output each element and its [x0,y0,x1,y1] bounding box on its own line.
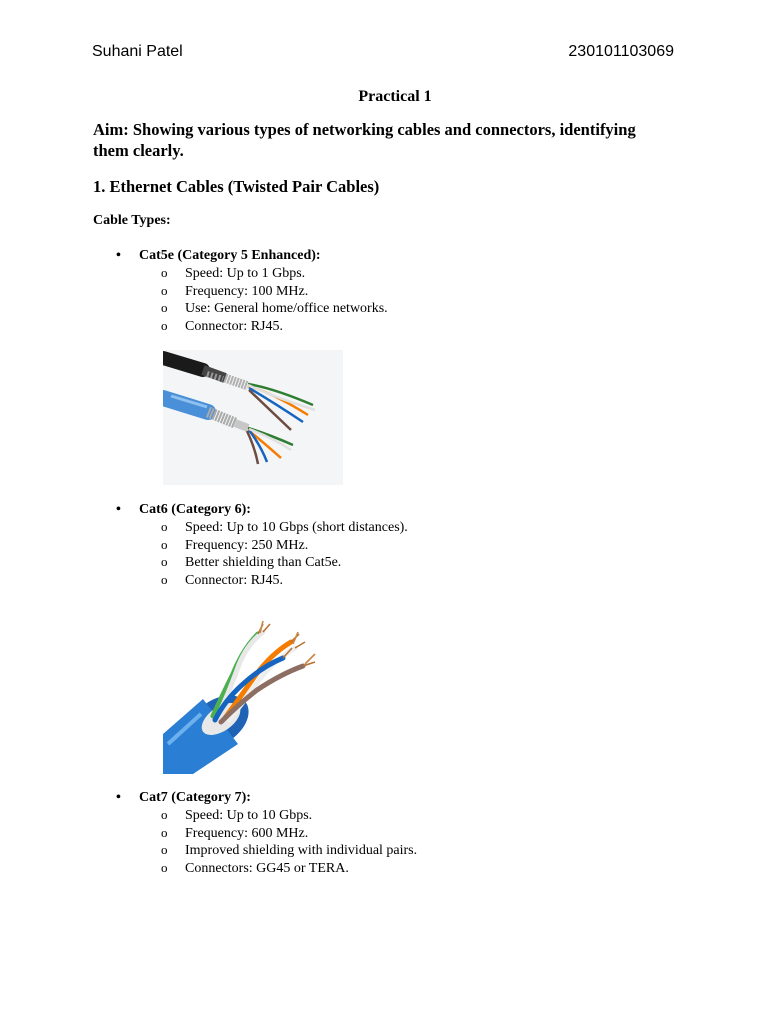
bullet-icon: • [116,248,121,263]
property-text: Frequency: 600 MHz. [185,825,309,841]
list-item [116,807,417,825]
cable-name: Cat7 (Category 7): [139,790,251,805]
sub-bullet-icon: o [161,282,168,298]
cat6-cable-photo [163,604,341,774]
cable-item-cat7 [116,790,417,877]
property-text: Frequency: 100 MHz. [185,283,309,299]
property-text: Speed: Up to 10 Gbps. [185,808,313,823]
list-item [116,265,388,283]
property-text: Connectors: GG45 or TERA. [185,860,349,876]
bullet-icon: • [116,502,121,517]
sub-bullet-icon: o [161,265,168,280]
property-text: Better shielding than Cat5e. [185,555,342,570]
list-item [116,842,417,860]
list-item [116,519,408,537]
cable-properties [116,807,417,877]
list-item [116,554,408,572]
sub-bullet-icon: o [161,807,168,822]
sub-bullet-icon: o [161,317,168,333]
list-item [116,300,388,318]
property-text: Use: General home/office networks. [185,301,388,316]
list-item [116,283,388,301]
property-text: Connector: RJ45. [185,572,283,588]
list-item [116,860,417,878]
sub-bullet-icon: o [161,519,168,534]
sub-bullet-icon: o [161,859,168,875]
sub-bullet-icon: o [161,824,168,840]
property-text: Connector: RJ45. [185,318,283,334]
list-item [116,537,408,555]
cable-properties [116,265,388,335]
list-item [116,825,417,843]
property-text: Improved shielding with individual pairs. [185,843,418,858]
sub-bullet-icon: o [161,300,168,315]
list-item [116,572,408,590]
student-name: Suhani Patel [92,43,183,60]
property-text: Speed: Up to 1 Gbps. [185,266,306,281]
student-id: 230101103069 [568,43,674,60]
cable-name: Cat6 (Category 6): [139,502,251,517]
cable-item-cat5e [116,248,388,335]
cable-properties [116,519,408,589]
cat5e-cable-photo [163,350,343,485]
cable-name: Cat5e (Category 5 Enhanced): [139,248,321,263]
subheading-cable-types: Cable Types: [93,213,171,228]
section-heading: 1. Ethernet Cables (Twisted Pair Cables) [93,177,380,196]
page-title: Practical 1 [358,88,432,105]
sub-bullet-icon: o [161,536,168,552]
sub-bullet-icon: o [161,571,168,587]
property-text: Frequency: 250 MHz. [185,537,309,553]
cable-item-cat6 [116,502,408,589]
sub-bullet-icon: o [161,842,168,857]
bullet-icon: • [116,790,121,805]
property-text: Speed: Up to 10 Gbps (short distances). [185,520,408,535]
aim-statement: Aim: Showing various types of networking cables and connectors, identifying them clearly. [93,120,636,160]
sub-bullet-icon: o [161,554,168,569]
list-item [116,318,388,336]
